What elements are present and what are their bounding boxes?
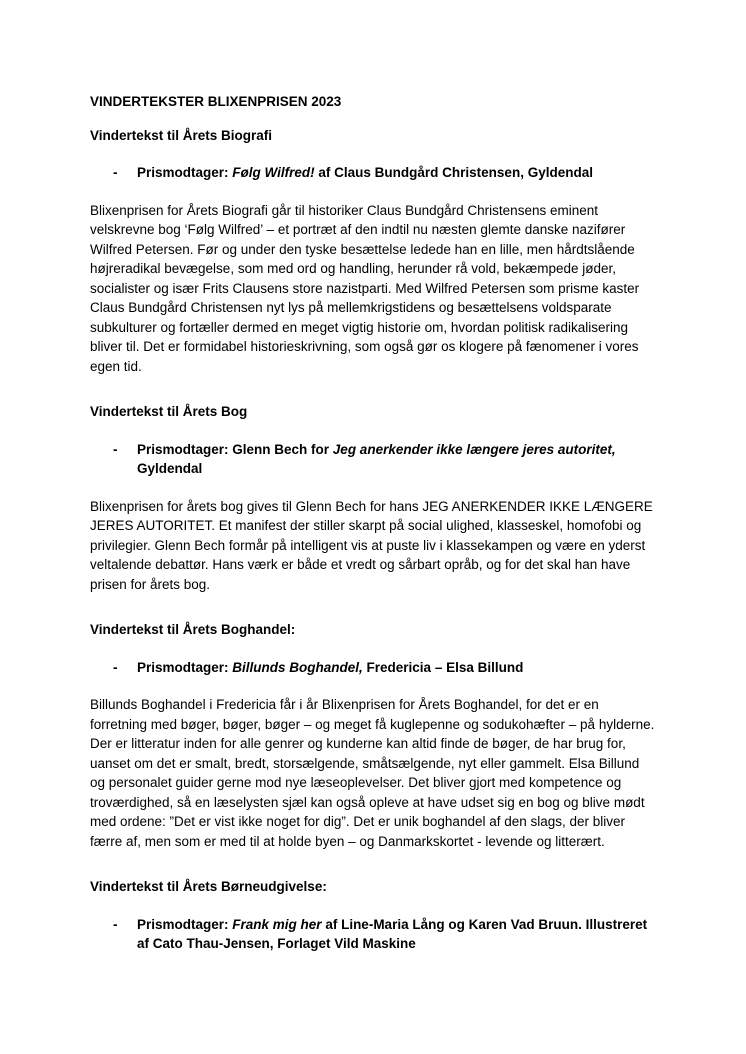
section-heading-aarets-boerneudgivelse: Vindertekst til Årets Børneudgivelse:	[90, 879, 327, 894]
prize-recipient-text: Prismodtager: Frank mig her af Line-Maria Lång og Karen Vad Bruun. Illustreret af Cato Thau-Jensen, Forlaget Vild Maskine	[137, 916, 648, 951]
prize-bullet-bog	[90, 440, 656, 479]
motivation-paragraph-biografi: Blixenprisen for Årets Biografi går til historiker Claus Bundgård Christensens eminent velskrevne bog ‘Følg Wilfred’ – et portræt af den indtil nu næsten glemte danske nazifører Wilfred Petersen. Før og under den tyske besættelse ledede han en lille, men hårdtslående højreradikal bevægelse, som med ord og handling, herunder rå vold, bekæmpede jøder, socialister og især Frits Clausens store nazistparti. Med Wilfred Petersen som prisme kaster Claus Bundgård Christensen nyt lys på mellemkrigstidens og besættelsens voldsparate subkulturer og fortæller dermed en meget vigtig historie om, hvordan politisk radikalisering bliver til. Det er formidabel historieskrivning, som også gør os klogere på fænomener i vores egen tid.	[90, 202, 640, 374]
bullet-marker: -	[113, 441, 118, 457]
prize-bullet-biografi	[90, 163, 656, 183]
section-aarets-bog	[90, 402, 656, 594]
motivation-paragraph-boghandel: Billunds Boghandel i Fredericia får i år Blixenprisen for Årets Boghandel, for det er en forretning med bøger, bøger, bøger – og meget få kuglepenne og sodukohæfter – på hylderne. Der er litteratur inden for alle genrer og kunderne kan altid finde de bøger, de har brug for, uanset om det er smalt, bredt, storsælgende, småtsælgende, nyt eller gammelt. Elsa Billund og personalet guider gerne mod nye læseoplevelser. Det bliver gjort med kompetence og troværdighed, så en læselysten sjæl kan også opleve at have udset sig en bog og blive mødt med ordene: ”Det er vist ikke noget for dig”. Det er unik boghandel af den slags, der bliver færre af, men som er med til at holde byen – og Danmarkskortet - levende og litterært.	[90, 697, 655, 849]
section-aarets-biografi	[90, 126, 656, 377]
section-heading-aarets-bog: Vindertekst til Årets Bog	[90, 404, 248, 419]
prize-bullet-boghandel	[90, 658, 656, 678]
prize-bullet-boerneudgivelse	[90, 915, 656, 954]
prize-recipient-text: Prismodtager: Billunds Boghandel, Fredericia – Elsa Billund	[137, 659, 524, 675]
bullet-marker: -	[113, 659, 118, 675]
prize-recipient-text: Prismodtager: Følg Wilfred! af Claus Bundgård Christensen, Gyldendal	[137, 165, 593, 180]
section-heading-aarets-boghandel: Vindertekst til Årets Boghandel:	[90, 622, 296, 637]
bullet-marker: -	[113, 165, 118, 180]
document-title: VINDERTEKSTER BLIXENPRISEN 2023	[90, 94, 342, 109]
section-aarets-boghandel	[90, 620, 656, 851]
bullet-marker: -	[113, 916, 118, 932]
motivation-paragraph-bog: Blixenprisen for årets bog gives til Glenn Bech for hans JEG ANERKENDER IKKE LÆNGERE JERES AUTORITET. Et manifest der stiller skarpt på social ulighed, klasseskel, homofobi og privilegier. Glenn Bech formår på intelligent vis at puste liv i klassekampen og være en yderst veltalende debattør. Hans værk er både et vredt og sårbart opråb, og for det skal han have prisen for årets bog.	[90, 498, 653, 592]
section-heading-aarets-biografi: Vindertekst til Årets Biografi	[90, 127, 273, 143]
section-aarets-boerneudgivelse	[90, 877, 656, 954]
prize-recipient-text: Prismodtager: Glenn Bech for Jeg anerkender ikke længere jeres autoritet, Gyldendal	[137, 441, 616, 476]
